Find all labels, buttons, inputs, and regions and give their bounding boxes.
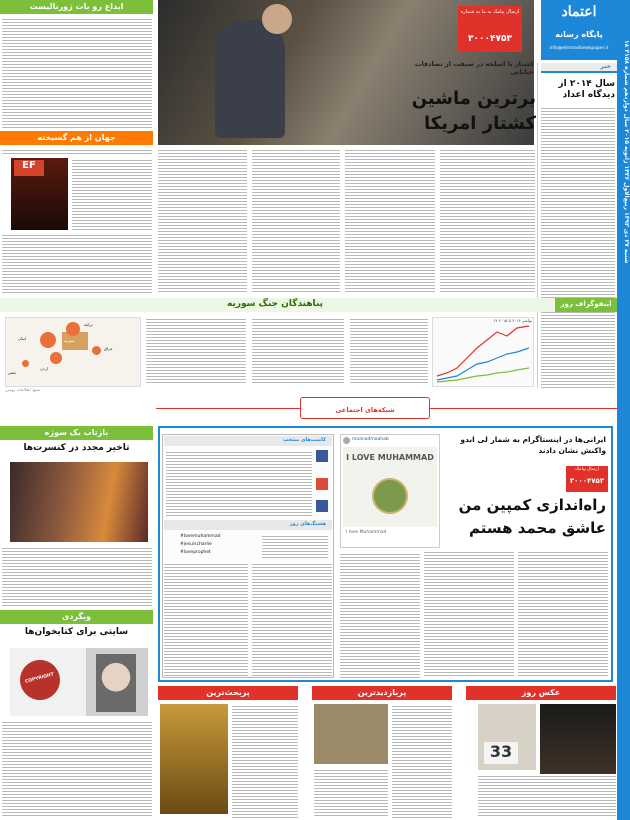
right-news-title: سال ۲۰۱۴ از دیدگاه اعداد [558,79,615,100]
line-chart-svg [433,318,533,386]
instagram-avatar [343,437,350,444]
hashtag-3[interactable]: #loveprophet [180,550,211,555]
infographic-text-2 [252,317,344,385]
lead-headline: برترین ماشین کشتار امریکا [411,88,536,134]
number-card: 33 [484,742,518,764]
big-story-sms-label: ارسال پیامک [575,467,599,472]
bottom-col1-text [232,704,298,818]
chosen-header-2: هشتگ‌های روز [289,521,326,527]
left-block1-header: ابداع رو بات ژورنالیست [0,0,153,14]
left-bottom-header: بازتاب یک سوژه [0,426,153,440]
infographic-title: پناهندگان جنگ سوریه [227,299,323,309]
right-news-body [541,106,615,388]
bottom-col3-header: عکس روز [466,686,616,700]
line-chart-series-green [437,368,529,382]
big-story-body-2 [424,550,514,678]
left-bottom-header-2: وبگردی [0,610,153,624]
news-tag-label: خبر [600,63,611,70]
map-bubble-turkey [66,322,80,336]
section-title: پایگاه رسانه [555,30,603,39]
left-block2-header: جهان از هم گسیخته [0,131,153,145]
map-bubble-egypt [22,360,29,367]
lead-photo-figure [215,20,285,138]
infographic-header: اینفوگراف روز [555,298,617,312]
line-chart [432,317,534,387]
map-label-turkey: ترکیه [84,322,93,327]
infographic-source: منبع: اطلاعات رویترز [5,387,40,392]
hashtag-2[interactable]: #jesuischarlie [180,542,212,547]
lead-sms-number: ۳۰۰۰۴۷۵۳ [468,34,512,44]
instagram-image-text: I LOVE MUHAMMAD [346,453,434,462]
hashtag-descriptions [262,534,328,558]
social-brand-label: شبکه‌های اجتماعی [335,406,395,414]
lead-body-col-1 [440,148,535,294]
infographic-text-3 [350,317,428,385]
map-label-iraq: عراق [104,346,113,351]
social-icon-google[interactable] [316,478,328,490]
contact-email[interactable]: info@etemadnewspaper.ir [549,46,609,51]
line-chart-label: ۱۲ نوامبر ۲۰۱۴ تا ۲۰۱۵ [493,318,532,323]
map-label-jordan: اردن [40,366,48,371]
left-bottom-title: تاخیر مجدد در کنسرت‌ها [23,443,130,453]
chosen-body-left [164,562,248,676]
lead-kicker: کشتار با اسلحه در سبقت از تصادفات خیابانی [414,60,534,76]
movie-poster-text: EF [14,160,44,176]
date-strip-text: ۱۸ شنبه ۲۷ دی ۱۳۹۳ ربیع‌الاول ۱۴۳۶ ژانویه ۲۰۱۵ سال دوازدهم شماره ۳۱۵۸ [623,40,630,264]
left-block1-body [2,17,152,130]
bottom-col2-text [392,704,452,818]
portrait-photo [96,654,136,712]
map-label-syria: سوریه [64,338,75,343]
big-story-body-1 [518,550,608,678]
bottom-col1-header: پربحث‌ترین [158,686,298,700]
left-block2-body [2,233,152,295]
lead-sms-label: ارسال پیامک به ما به شماره [460,9,520,15]
social-icon-facebook-2[interactable] [316,500,328,512]
big-story-body-3 [340,552,420,678]
bottom-col2-text-2 [314,768,388,818]
lead-body-col-2 [345,148,435,294]
tablet-photo [314,704,388,764]
left-bottom-body [2,546,152,606]
bottom-col3-text [478,774,616,818]
big-story-headline: راه‌اندازی کمپین من عاشق محمد هستم [458,496,606,537]
chosen-comments [166,450,312,516]
oscar-photo [160,704,228,814]
concert-photo [10,462,148,542]
lead-photo-figure-head [262,4,292,34]
map-label-lebanon: لبنان [18,336,26,341]
hashtag-1[interactable]: #lovemuhammad [180,534,221,539]
line-chart-series-red [437,326,529,376]
chosen-body-right [252,562,332,676]
bottom-col2-header: پربازدیدترین [312,686,452,700]
map-bubble-jordan [50,352,62,364]
infographic-text-1 [146,317,246,385]
map-bubble-lebanon [40,332,56,348]
social-icon-facebook[interactable] [316,450,328,462]
calligraphy-emblem [372,478,408,514]
logo[interactable]: اعتماد [561,4,597,20]
big-story-sms-number: ۳۰۰۰۴۷۵۳ [569,477,605,485]
lead-body-col-4 [158,148,247,294]
instagram-footer: I love Muhammad [346,530,387,535]
column-divider [537,63,538,388]
left-block2-body-right [72,158,152,230]
map-label-egypt: مصر [8,370,16,375]
lead-body-col-3 [252,148,340,294]
map-bubble-iraq [92,346,101,355]
big-story-kicker: ایرانی‌ها در اینستاگرام به شمار لی ابدو واکنش نشان دادند [460,435,606,455]
left-bottom-title-2: سایتی برای کتابخوان‌ها [24,627,129,637]
instagram-user[interactable]: moanadmoahab [352,437,389,442]
copyright-badge-text: COPYRIGHT [24,672,55,685]
chosen-header-1: کامنت‌های منتخب [283,437,326,443]
left-bottom-body-2 [2,720,152,818]
left-block2-body-top [2,148,152,156]
